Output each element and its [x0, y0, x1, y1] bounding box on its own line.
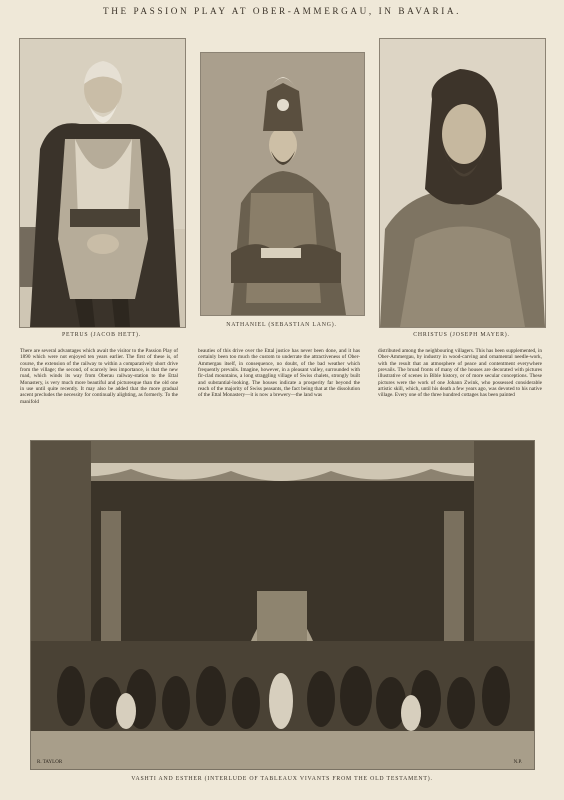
caption-petrus: PETRUS (JACOB HETT). — [62, 332, 141, 338]
portrait-petrus — [19, 38, 186, 328]
caption-christus: CHRISTUS (JOSEPH MAYER). — [413, 332, 510, 338]
stage-illustration — [30, 440, 535, 770]
petrus-engraving — [20, 39, 185, 327]
nathaniel-engraving — [201, 53, 364, 315]
signature-left: R. TAYLOR — [37, 760, 63, 765]
page-title: THE PASSION PLAY AT OBER-AMMERGAU, IN BAVARIA. — [103, 6, 461, 16]
article-column-1: There are several advantages which await the visitor to the Passion Play of 1890 which were not enjoyed ten years earlier. The first of these is, of course, the extension of the railway to within a comparatively short drive from the village; the second, of scarcely less importance, is that the new road, which winds its way from Oberau railway-station to the Ettal Monastery, is very much more beautiful and picturesque than the old one in use until quite recently. It may also be added that the more gradual ascent precludes the necessity for continually alighting, as formerly. To the manifold — [20, 348, 178, 405]
signature-right: N.P. — [513, 760, 522, 765]
article-column-2: beauties of this drive over the Ettal justice has never been done, and it has certainly been too much the custom to underrate the attractiveness of Ober-Ammergau itself, in consequence, no doubt, of the bad weather which frequently prevails. Imagine, however, in a pleasant valley, surrounded with fir-clad mountains, a long straggling village of Swiss chalets, strongly built and substantial-looking. The houses indicate a prosperity far beyond the reach of the majority of Swiss peasants, the fact being that at the dissolution of the Ettal Monastery—it is now a brewery—the land was — [198, 348, 360, 399]
portrait-nathaniel — [200, 52, 365, 316]
portrait-christus — [379, 38, 546, 328]
article-column-3: distributed among the neighbouring villagers. This has been supplemented, in Ober-Ammergau, by industry in wood-carving and ornamental needle-work, with the result that an atmosphere of peace and contentment everywhere prevails. The broad fronts of many of the houses are decorated with pictures illustrative of scenes in Bible history, or of more secular conceptions. These pictures were the work of one Johann Zwink, who possessed considerable artistic skill, which, until his death a few years ago, was devoted to his native village. Every one of the three hundred cottages has been painted — [378, 348, 542, 399]
vashti-esther-engraving — [31, 441, 534, 769]
illustration-caption: VASHTI AND ESTHER (INTERLUDE OF TABLEAUX VIVANTS FROM THE OLD TESTAMENT). — [131, 776, 433, 782]
christus-engraving — [380, 39, 545, 327]
caption-nathaniel: NATHANIEL (SEBASTIAN LANG). — [226, 322, 337, 328]
